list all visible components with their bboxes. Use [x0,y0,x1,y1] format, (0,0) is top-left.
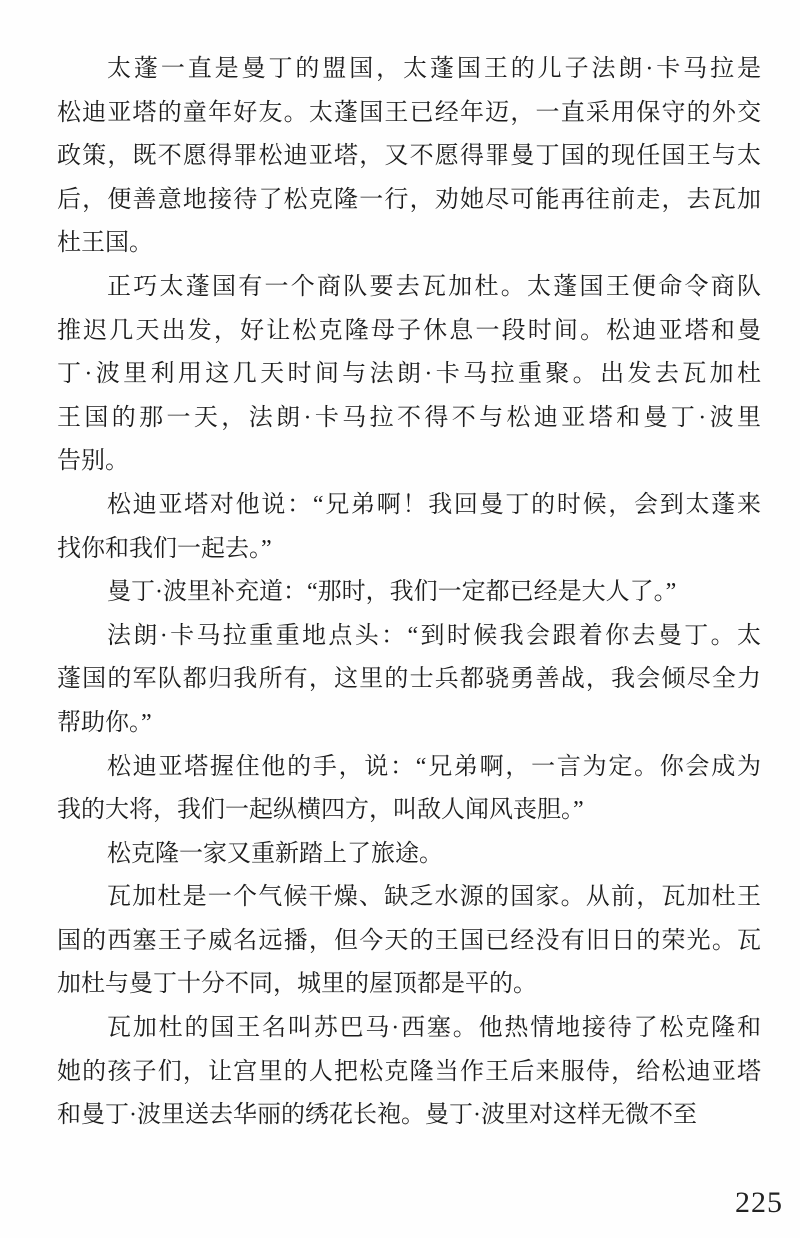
text-line: 王国的那一天，法朗·卡马拉不得不与松迪亚塔和曼丁·波里 [57,404,761,431]
paragraph [57,48,761,266]
text-content [57,48,761,1138]
text-line: 国的西塞王子威名远播，但今天的王国已经没有旧日的荣光。瓦 [57,927,761,954]
text-line: 法朗·卡马拉重重地点头：“到时候我会跟着你去曼丁。太 [107,622,761,649]
text-line: 推迟几天出发，好让松克隆母子休息一段时间。松迪亚塔和曼 [57,317,761,344]
paragraph [57,833,761,877]
text-line: 太蓬一直是曼丁的盟国，太蓬国王的儿子法朗·卡马拉是 [107,56,761,82]
paragraph [57,266,761,484]
page-number: 225 [735,1186,783,1219]
text-line: 正巧太蓬国有一个商队要去瓦加杜。太蓬国王便命令商队 [107,273,761,300]
text-line: 我的大将，我们一起纵横四方，叫敌人闻风丧胆。” [57,797,584,824]
text-line: 松迪亚塔的童年好友。太蓬国王已经年迈，一直采用保守的外交 [57,99,761,126]
paragraph [57,571,761,615]
paragraph [57,876,761,1007]
text-line: 告别。 [57,448,129,475]
text-line: 和曼丁·波里送去华丽的绣花长袍。曼丁·波里对这样无微不至 [57,1102,697,1129]
text-line: 松迪亚塔对他说：“兄弟啊！我回曼丁的时候，会到太蓬来 [107,491,761,518]
text-line: 松迪亚塔握住他的手，说：“兄弟啊，一言为定。你会成为 [107,753,761,780]
text-line: 政策，既不愿得罪松迪亚塔，又不愿得罪曼丁国的现任国王与太 [57,143,761,170]
text-line: 她的孩子们，让宫里的人把松克隆当作王后来服侍，给松迪亚塔 [57,1058,761,1085]
paragraph [57,615,761,746]
text-line: 丁·波里利用这几天时间与法朗·卡马拉重聚。出发去瓦加杜 [57,361,761,388]
text-line: 帮助你。” [57,709,152,736]
text-line: 后，便善意地接待了松克隆一行，劝她尽可能再往前走，去瓦加 [57,186,761,213]
text-line: 瓦加杜的国王名叫苏巴马·西塞。他热情地接待了松克隆和 [107,1015,761,1042]
text-line: 瓦加杜是一个气候干燥、缺乏水源的国家。从前，瓦加杜王 [107,884,761,911]
paragraph [57,1007,761,1138]
text-line: 杜王国。 [57,230,153,257]
text-line: 曼丁·波里补充道：“那时，我们一定都已经是大人了。” [107,579,677,606]
paragraph [57,746,761,833]
text-line: 蓬国的军队都归我所有，这里的士兵都骁勇善战，我会倾尽全力 [57,666,761,693]
text-line: 加杜与曼丁十分不同，城里的屋顶都是平的。 [57,971,537,998]
paragraph [57,484,761,571]
text-line: 找你和我们一起去。” [57,535,272,562]
text-line: 松克隆一家又重新踏上了旅途。 [107,840,443,867]
